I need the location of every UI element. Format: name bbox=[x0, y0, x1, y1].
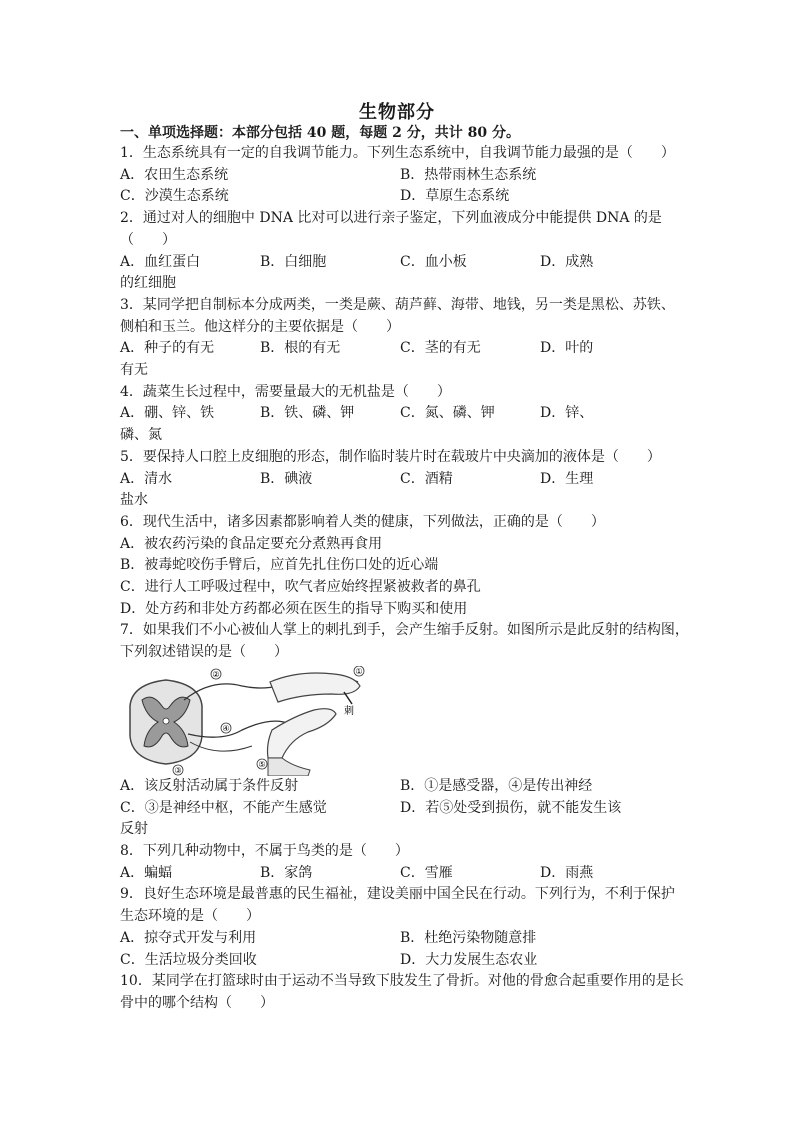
q9-stem-line1: 9．良好生态环境是最普惠的民生福祉，建设美丽中国全民在行动。下列行为，不利于保护 bbox=[120, 886, 675, 903]
label-motor-nerve: ④ bbox=[222, 723, 230, 733]
q9-option-c: C．生活垃圾分类回收 bbox=[120, 951, 257, 968]
q4-option-a: A．硼、锌、铁 bbox=[120, 405, 215, 422]
q1-option-a: A．农田生态系统 bbox=[120, 166, 229, 183]
q8-option-d: D．雨燕 bbox=[540, 864, 594, 881]
q7-stem-line2: 下列叙述错误的是（ ） bbox=[120, 644, 288, 661]
q2-option-c: C．血小板 bbox=[400, 253, 467, 270]
q5-options bbox=[120, 469, 680, 491]
q2-option-d: D．成熟 bbox=[540, 253, 594, 270]
q7-options-row2 bbox=[120, 798, 680, 820]
q5-option-a: A．清水 bbox=[120, 470, 173, 487]
arm-icon bbox=[268, 673, 361, 776]
q10-stem-line1: 10．某同学在打篮球时由于运动不当导致下肢发生了骨折。对他的骨愈合起重要作用的是长 bbox=[120, 973, 684, 990]
q9-option-b: B．杜绝污染物随意排 bbox=[400, 929, 537, 946]
q2-option-b: B．白细胞 bbox=[260, 253, 327, 270]
reflex-arc-figure bbox=[122, 666, 367, 776]
q5-stem: 5．要保持人口腔上皮细胞的形态，制作临时装片时在载玻片中央滴加的液体是（ ） bbox=[120, 448, 661, 465]
q4-stem: 4．蔬菜生长过程中，需要量最大的无机盐是（ ） bbox=[120, 383, 451, 400]
q3-stem-line1: 3．某同学把自制标本分成两类，一类是蕨、葫芦藓、海带、地钱，另一类是黑松、苏铁、 bbox=[120, 296, 675, 313]
spinal-cord-icon bbox=[130, 680, 202, 764]
q4-option-d: D．锌、 bbox=[540, 405, 594, 422]
q5-option-b: B．碘液 bbox=[260, 470, 313, 487]
q7-option-b: B．①是感受器，④是传出神经 bbox=[400, 777, 593, 794]
q7-option-a: A．该反射活动属于条件反射 bbox=[120, 777, 299, 794]
q8-options bbox=[120, 863, 680, 885]
q3-options bbox=[120, 338, 680, 360]
q4-option-d-cont: 磷、氮 bbox=[120, 427, 162, 444]
q3-option-d-cont: 有无 bbox=[120, 362, 148, 379]
q3-stem-line2: 侧柏和玉兰。他这样分的主要依据是（ ） bbox=[120, 318, 400, 335]
q9-options-row2 bbox=[120, 950, 680, 972]
q9-stem-line2: 生态环境的是（ ） bbox=[120, 908, 260, 925]
label-center: ③ bbox=[174, 765, 182, 775]
q2-options bbox=[120, 252, 680, 274]
q1-option-b: B．热带雨林生态系统 bbox=[400, 166, 537, 183]
q7-option-d: D．若⑤处受到损伤，就不能发生该 bbox=[400, 799, 622, 816]
q9-options-row1 bbox=[120, 928, 680, 950]
q4-options bbox=[120, 403, 680, 425]
page-title: 生物部分 bbox=[359, 102, 435, 123]
q2-stem-line2: （ ） bbox=[120, 231, 176, 248]
q8-option-a: A．蝙蝠 bbox=[120, 864, 173, 881]
q1-option-d: D．草原生态系统 bbox=[400, 188, 510, 205]
q6-option-d: D．处方药和非处方药都必须在医生的指导下购买和使用 bbox=[120, 600, 468, 617]
q3-option-b: B．根的有无 bbox=[260, 340, 341, 357]
label-thorn: 刺 bbox=[344, 705, 354, 717]
q5-option-c: C．酒精 bbox=[400, 470, 453, 487]
q4-option-b: B．铁、磷、钾 bbox=[260, 405, 355, 422]
q6-option-c: C．进行人工呼吸过程中，吹气者应始终捏紧被救者的鼻孔 bbox=[120, 579, 481, 596]
q3-option-c: C．茎的有无 bbox=[400, 340, 481, 357]
reflex-arc-diagram bbox=[122, 666, 367, 776]
label-receptor: ① bbox=[355, 666, 363, 676]
q8-option-b: B．家鸽 bbox=[260, 864, 313, 881]
q10-stem-line2: 骨中的哪个结构（ ） bbox=[120, 994, 274, 1011]
q3-option-a: A．种子的有无 bbox=[120, 340, 215, 357]
q9-option-d: D．大力发展生态农业 bbox=[400, 951, 538, 968]
q5-option-d: D．生理 bbox=[540, 470, 594, 487]
q6-stem: 6．现代生活中，诸多因素都影响着人类的健康，下列做法，正确的是（ ） bbox=[120, 513, 605, 530]
q2-option-d-cont: 的红细胞 bbox=[120, 275, 176, 292]
q9-option-a: A．掠夺式开发与利用 bbox=[120, 929, 257, 946]
q1-option-c: C．沙漠生态系统 bbox=[120, 188, 229, 205]
q1-stem: 1．生态系统具有一定的自我调节能力。下列生态系统中，自我调节能力最强的是（ ） bbox=[120, 145, 675, 161]
q7-stem-line1: 7．如果我们不小心被仙人掌上的刺扎到手，会产生缩手反射。如图所示是此反射的结构图， bbox=[120, 622, 689, 639]
q6-option-b: B．被毒蛇咬伤手臂后，应首先扎住伤口处的近心端 bbox=[120, 557, 439, 574]
label-effector: ⑤ bbox=[258, 759, 266, 769]
q7-option-c: C．③是神经中枢，不能产生感觉 bbox=[120, 799, 327, 816]
q2-option-a: A．血红蛋白 bbox=[120, 253, 201, 270]
q1-options-row2 bbox=[120, 186, 680, 208]
q8-stem: 8．下列几种动物中，不属于鸟类的是（ ） bbox=[120, 842, 409, 859]
q6-option-a: A．被农药污染的食品定要充分煮熟再食用 bbox=[120, 535, 383, 552]
q7-options-row1 bbox=[120, 776, 680, 798]
question-list bbox=[120, 143, 689, 1015]
q5-option-d-cont: 盐水 bbox=[120, 492, 148, 509]
label-sensory-nerve: ② bbox=[212, 669, 220, 679]
q7-option-d-cont: 反射 bbox=[120, 821, 148, 838]
q3-option-d: D．叶的 bbox=[540, 340, 594, 357]
q8-option-c: C．雪雁 bbox=[400, 864, 453, 881]
q1-options-row1 bbox=[120, 165, 680, 187]
section-heading: 一、单项选择题：本部分包括 40 题，每题 2 分，共计 80 分。 bbox=[120, 125, 520, 141]
q2-stem-line1: 2．通过对人的细胞中 DNA 比对可以进行亲子鉴定，下列血液成分中能提供 DNA 的是 bbox=[120, 210, 662, 227]
q4-option-c: C．氮、磷、钾 bbox=[400, 405, 495, 422]
